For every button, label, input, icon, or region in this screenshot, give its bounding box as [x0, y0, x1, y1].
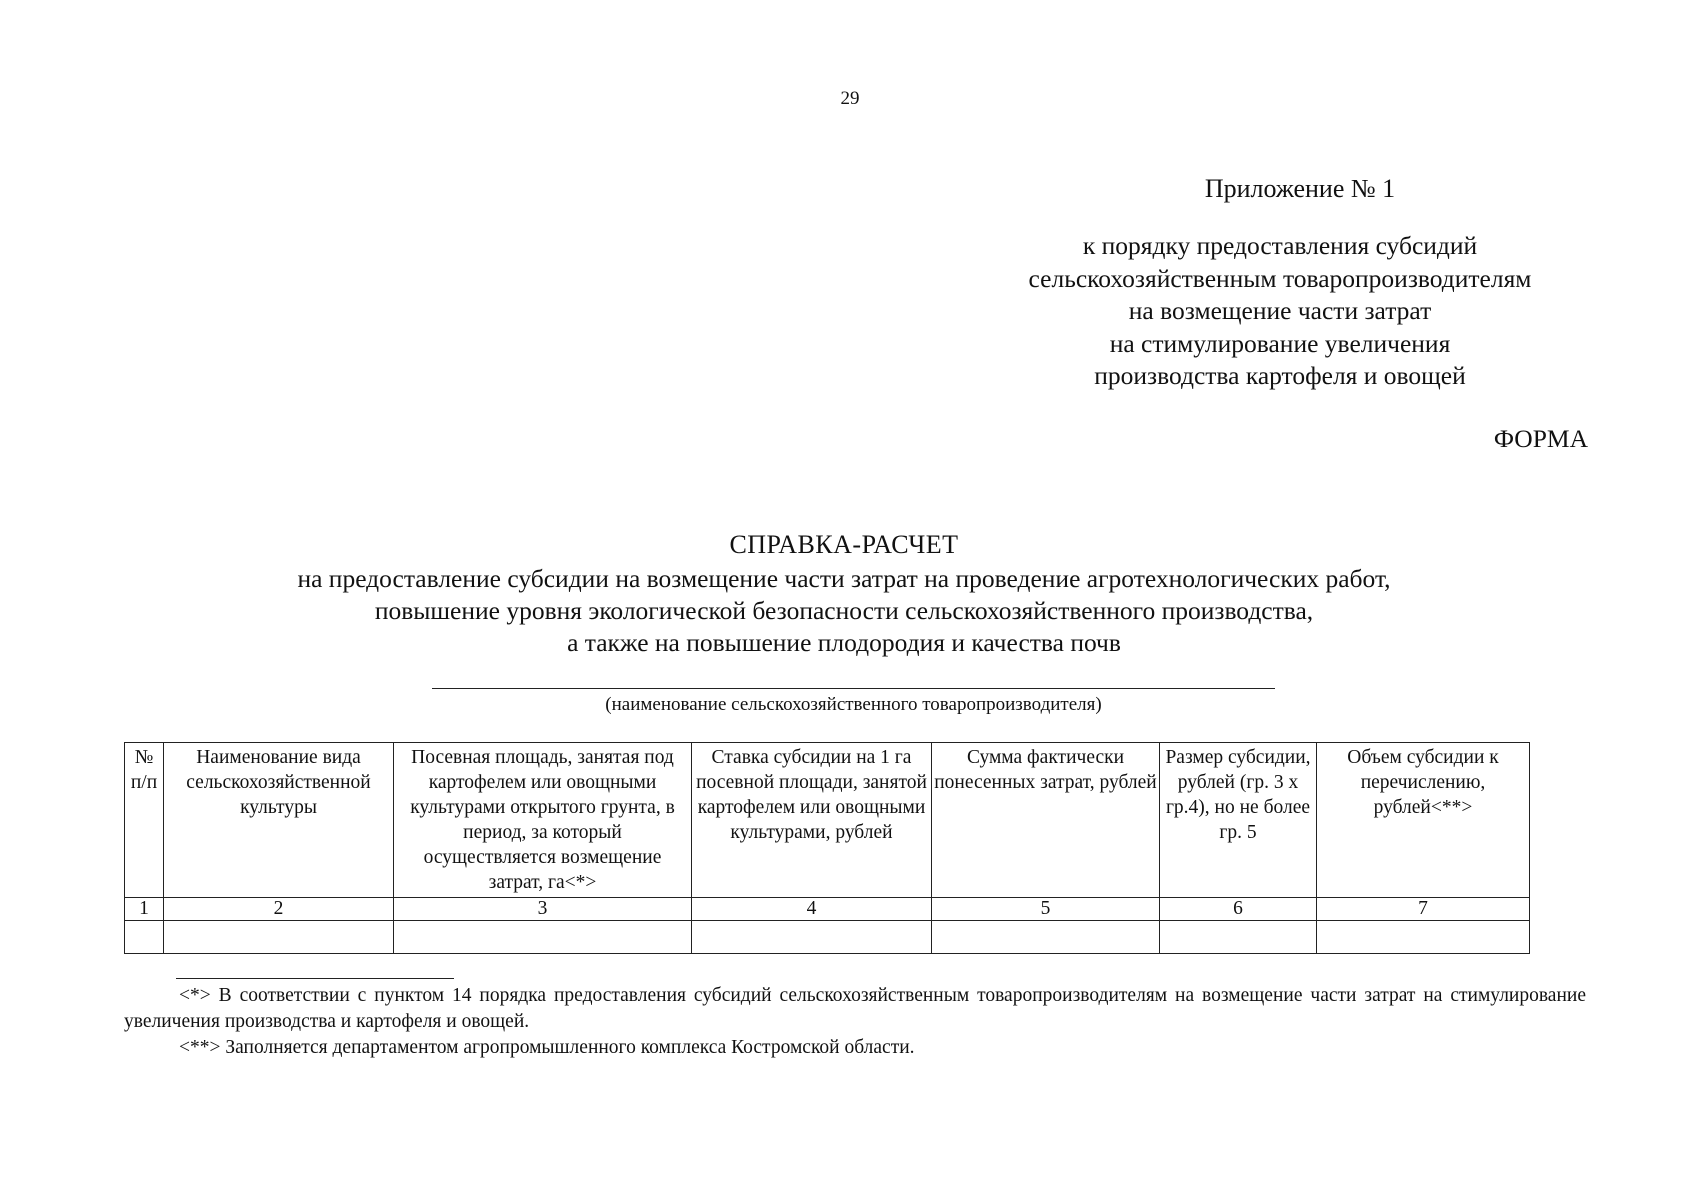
empty-cell [125, 921, 164, 954]
empty-cell [932, 921, 1160, 954]
empty-cell [394, 921, 692, 954]
document-title: СПРАВКА-РАСЧЕТ [729, 530, 959, 559]
empty-cell [164, 921, 394, 954]
producer-caption: (наименование сельскохозяйственного товаропроизводителя) [605, 694, 1102, 715]
footnote-separator [176, 978, 454, 979]
appendix-subtitle-line: производства картофеля и овощей [1094, 361, 1466, 390]
column-number-cell: 3 [394, 898, 692, 921]
document-subtitle-line: на предоставление субсидии на возмещение части затрат на проведение агротехнологических работ, [297, 564, 1391, 593]
appendix-subtitle-line: к порядку предоставления субсидий [1082, 231, 1478, 260]
footnote-double-asterisk: <**> Заполняется департаментом агропромышленного комплекса Костромской области. [179, 1037, 915, 1058]
document-subtitle-line: повышение уровня экологической безопасности сельскохозяйственного производства, [374, 596, 1314, 625]
footnotes [124, 983, 1586, 1061]
column-number-cell: 2 [164, 898, 394, 921]
column-number-cell: 5 [932, 898, 1160, 921]
column-number-cell: 1 [125, 898, 164, 921]
column-number-cell: 7 [1317, 898, 1530, 921]
footnote-single-asterisk: <*> В соответствии с пунктом 14 порядка предоставления субсидий сельскохозяйственным товаропроизводителям на возмещение части затрат на стимулирование увеличения производства и картофеля и овощей. [124, 985, 1586, 1032]
header-cell-crop-name: Наименование вида сельскохозяйственной культуры [164, 743, 394, 898]
header-cell-sown-area: Посевная площадь, занятая под картофелем или овощными культурами открытого грунта, в период, за который осуществляется возмещение затрат, га<*> [394, 743, 692, 898]
document-subtitle [0, 563, 1688, 659]
appendix-subtitle [970, 230, 1590, 393]
header-cell-subsidy-size: Размер субсидии, рублей (гр. 3 х гр.4), но не более гр. 5 [1160, 743, 1317, 898]
producer-name-line [432, 688, 1275, 689]
empty-cell [692, 921, 932, 954]
table-header-row [125, 743, 1530, 898]
header-cell-subsidy-rate: Ставка субсидии на 1 га посевной площади, занятой картофелем или овощными культурами, рублей [692, 743, 932, 898]
appendix-subtitle-line: на возмещение части затрат [1128, 296, 1432, 325]
column-number-cell: 4 [692, 898, 932, 921]
appendix-subtitle-line: на стимулирование увеличения [1109, 328, 1451, 358]
document-subtitle-line: а также на повышение плодородия и качества почв [567, 628, 1121, 657]
form-label: ФОРМА [1493, 424, 1588, 453]
header-cell-number: № п/п [125, 743, 164, 898]
empty-cell [1160, 921, 1317, 954]
table-column-numbers-row [125, 898, 1530, 921]
page-number: 29 [840, 88, 860, 109]
header-cell-subsidy-volume: Объем субсидии к перечислению, рублей<**> [1317, 743, 1530, 898]
column-number-cell: 6 [1160, 898, 1317, 921]
calculation-table [124, 742, 1530, 954]
table-empty-row [125, 921, 1530, 954]
empty-cell [1317, 921, 1530, 954]
appendix-subtitle-line: сельскохозяйственным товаропроизводителям [1028, 263, 1532, 293]
appendix-title: Приложение № 1 [1204, 174, 1396, 203]
header-cell-actual-costs: Сумма фактически понесенных затрат, рублей [932, 743, 1160, 898]
